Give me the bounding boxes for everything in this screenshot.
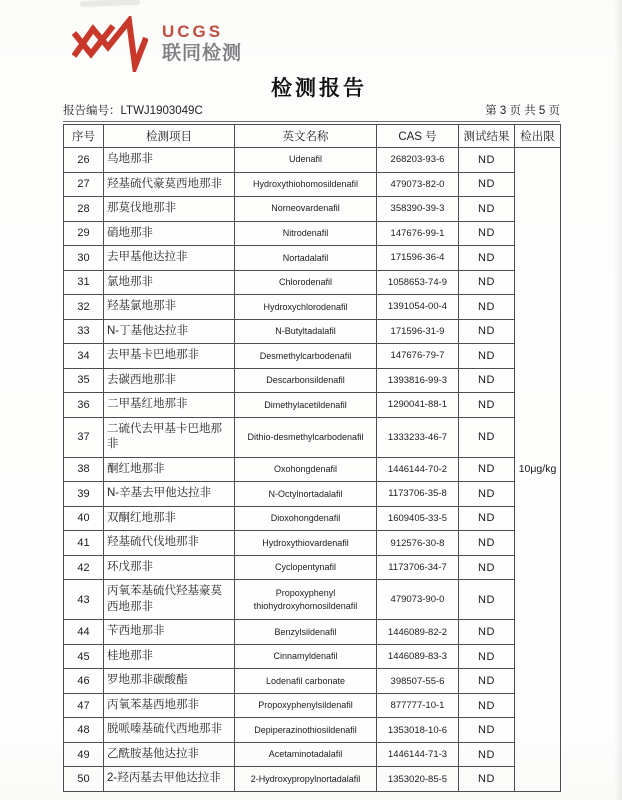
cell-cas: 1446144-71-3 xyxy=(377,742,459,767)
header-item-cn: 检测项目 xyxy=(104,125,235,148)
cell-item-en: Desmethylcarbodenafil xyxy=(235,344,377,369)
cell-item-cn: 那莫伐地那非 xyxy=(104,197,235,222)
header-detection-limit: 检出限 xyxy=(515,125,561,148)
cell-result: ND xyxy=(459,393,515,418)
cell-item-cn: N-丁基他达拉非 xyxy=(104,319,235,344)
cell-cas: 1173706-34-7 xyxy=(377,555,459,580)
cell-item-cn: 酮红地那非 xyxy=(104,457,235,482)
cell-item-en: Norneovardenafil xyxy=(235,197,377,222)
cell-cas: 268203-93-6 xyxy=(377,148,459,173)
cell-result: ND xyxy=(459,417,515,457)
cell-item-en: Lodenafil carbonate xyxy=(235,669,377,694)
cell-item-en: Propoxyphenyl thiohydroxyhomosildenafil xyxy=(235,580,377,620)
cell-item-en: Descarbonsildenafil xyxy=(235,368,377,393)
cell-item-en: Hydroxythiovardenafil xyxy=(235,531,377,556)
cell-cas: 479073-90-0 xyxy=(377,580,459,620)
table-row xyxy=(64,669,561,694)
cell-item-en: Dioxohongdenafil xyxy=(235,506,377,531)
cell-result: ND xyxy=(459,368,515,393)
cell-item-en: Hydroxychlorodenafil xyxy=(235,295,377,320)
table-row xyxy=(64,368,561,393)
cell-serial: 50 xyxy=(64,767,104,792)
cell-result: ND xyxy=(459,457,515,482)
cell-item-en: N-Octylnortadalafil xyxy=(235,482,377,507)
report-meta xyxy=(63,102,560,122)
cell-cas: 1609405-33-5 xyxy=(377,506,459,531)
cell-item-cn: 羟基氯地那非 xyxy=(104,295,235,320)
cell-item-cn: N-辛基去甲他达拉非 xyxy=(104,482,235,507)
cell-cas: 1353018-10-6 xyxy=(377,718,459,743)
table-row xyxy=(64,319,561,344)
cell-item-cn: 去碳西地那非 xyxy=(104,368,235,393)
cell-item-cn: 罗地那非碳酸酯 xyxy=(104,669,235,694)
cell-serial: 43 xyxy=(64,580,104,620)
cell-result: ND xyxy=(459,693,515,718)
table-row xyxy=(64,620,561,645)
cell-result: ND xyxy=(459,319,515,344)
cell-serial: 36 xyxy=(64,393,104,418)
cell-serial: 39 xyxy=(64,482,104,507)
cell-result: ND xyxy=(459,221,515,246)
table-row xyxy=(64,270,561,295)
cell-item-en: Nortadalafil xyxy=(235,246,377,271)
table-row xyxy=(64,197,561,222)
cell-cas: 1393816-99-3 xyxy=(377,368,459,393)
cell-result: ND xyxy=(459,148,515,173)
cell-item-en: Dithio-desmethylcarbodenafil xyxy=(235,417,377,457)
cell-item-en: Acetaminotadalafil xyxy=(235,742,377,767)
logo-text xyxy=(162,23,242,66)
cell-serial: 30 xyxy=(64,246,104,271)
cell-serial: 37 xyxy=(64,417,104,457)
cell-serial: 33 xyxy=(64,319,104,344)
table-row xyxy=(64,393,561,418)
cell-result: ND xyxy=(459,197,515,222)
cell-result: ND xyxy=(459,644,515,669)
table-row xyxy=(64,767,561,792)
cell-serial: 31 xyxy=(64,270,104,295)
page-indicator: 第 3 页 共 5 页 xyxy=(485,105,560,117)
report-title: 检测报告 xyxy=(271,77,367,100)
cell-cas: 1353020-85-5 xyxy=(377,767,459,792)
table-header-row xyxy=(64,125,561,148)
cell-result: ND xyxy=(459,669,515,694)
logo xyxy=(72,16,242,72)
cell-cas: 1446089-82-2 xyxy=(377,620,459,645)
cell-detection-limit: 10μg/kg xyxy=(515,148,561,792)
cell-cas: 147676-79-7 xyxy=(377,344,459,369)
scan-artifact xyxy=(80,0,140,7)
cell-cas: 171596-31-9 xyxy=(377,319,459,344)
cell-serial: 42 xyxy=(64,555,104,580)
scan-artifact xyxy=(614,0,622,800)
cell-item-cn: 乌地那非 xyxy=(104,148,235,173)
cell-serial: 44 xyxy=(64,620,104,645)
cell-result: ND xyxy=(459,344,515,369)
cell-result: ND xyxy=(459,620,515,645)
results-table xyxy=(63,124,561,792)
cell-serial: 28 xyxy=(64,197,104,222)
cell-item-cn: 羟基硫代豪莫西地那非 xyxy=(104,172,235,197)
cell-serial: 49 xyxy=(64,742,104,767)
cell-item-cn: 双酮红地那非 xyxy=(104,506,235,531)
table-row xyxy=(64,172,561,197)
table-row xyxy=(64,718,561,743)
table-row xyxy=(64,644,561,669)
cell-result: ND xyxy=(459,531,515,556)
cell-cas: 147676-99-1 xyxy=(377,221,459,246)
table-row xyxy=(64,742,561,767)
cell-result: ND xyxy=(459,482,515,507)
cell-item-cn: 羟基硫代伐地那非 xyxy=(104,531,235,556)
cell-serial: 40 xyxy=(64,506,104,531)
cell-result: ND xyxy=(459,742,515,767)
cell-item-cn: 丙氧苯基西地那非 xyxy=(104,693,235,718)
cell-item-en: Nitrodenafil xyxy=(235,221,377,246)
cell-item-en: Cyclopentynafil xyxy=(235,555,377,580)
report-number-label: 报告编号： xyxy=(63,105,121,117)
cell-item-cn: 2-羟丙基去甲他达拉非 xyxy=(104,767,235,792)
cell-cas: 358390-39-3 xyxy=(377,197,459,222)
cell-serial: 47 xyxy=(64,693,104,718)
cell-serial: 34 xyxy=(64,344,104,369)
cell-serial: 38 xyxy=(64,457,104,482)
cell-cas: 1446144-70-2 xyxy=(377,457,459,482)
header-result: 测试结果 xyxy=(459,125,515,148)
cell-item-cn: 去甲基他达拉非 xyxy=(104,246,235,271)
table-row xyxy=(64,555,561,580)
cell-result: ND xyxy=(459,172,515,197)
cell-cas: 171596-36-4 xyxy=(377,246,459,271)
cell-item-cn: 氯地那非 xyxy=(104,270,235,295)
table-row xyxy=(64,457,561,482)
brand-name-cn: 联同检测 xyxy=(162,43,243,65)
cell-serial: 46 xyxy=(64,669,104,694)
cell-item-en: Cinnamyldenafil xyxy=(235,644,377,669)
table-row xyxy=(64,221,561,246)
cell-item-en: Benzylsildenafil xyxy=(235,620,377,645)
cell-cas: 1058653-74-9 xyxy=(377,270,459,295)
cell-cas: 912576-30-8 xyxy=(377,531,459,556)
cell-item-en: Propoxyphenylsildenafil xyxy=(235,693,377,718)
cell-cas: 1173706-35-8 xyxy=(377,482,459,507)
cell-item-cn: 环戊那非 xyxy=(104,555,235,580)
cell-item-en: Udenafil xyxy=(235,148,377,173)
cell-serial: 32 xyxy=(64,295,104,320)
logo-zigzag-icon xyxy=(72,16,148,72)
cell-serial: 45 xyxy=(64,644,104,669)
cell-result: ND xyxy=(459,295,515,320)
cell-item-cn: 苄西地那非 xyxy=(104,620,235,645)
cell-item-cn: 丙氧苯基硫代羟基豪莫西地那非 xyxy=(104,580,235,620)
cell-cas: 1290041-88-1 xyxy=(377,393,459,418)
cell-cas: 1333233-46-7 xyxy=(377,417,459,457)
cell-item-cn: 二硫代去甲基卡巴地那非 xyxy=(104,417,235,457)
header-item-en: 英文名称 xyxy=(235,125,377,148)
cell-cas: 479073-82-0 xyxy=(377,172,459,197)
cell-item-en: Depiperazinothiosildenafil xyxy=(235,718,377,743)
cell-item-cn: 硝地那非 xyxy=(104,221,235,246)
cell-item-cn: 二甲基红地那非 xyxy=(104,393,235,418)
cell-item-cn: 脱哌嗪基硫代西地那非 xyxy=(104,718,235,743)
cell-item-en: Chlorodenafil xyxy=(235,270,377,295)
table-row xyxy=(64,344,561,369)
cell-item-cn: 乙酰胺基他达拉非 xyxy=(104,742,235,767)
cell-cas: 1446089-83-3 xyxy=(377,644,459,669)
cell-result: ND xyxy=(459,246,515,271)
cell-cas: 398507-55-6 xyxy=(377,669,459,694)
table-row xyxy=(64,693,561,718)
cell-result: ND xyxy=(459,718,515,743)
cell-serial: 35 xyxy=(64,368,104,393)
cell-result: ND xyxy=(459,506,515,531)
table-row xyxy=(64,148,561,173)
cell-item-cn: 桂地那非 xyxy=(104,644,235,669)
cell-serial: 27 xyxy=(64,172,104,197)
table-row xyxy=(64,506,561,531)
table-row xyxy=(64,531,561,556)
cell-item-en: Dimethylacetildenafil xyxy=(235,393,377,418)
cell-result: ND xyxy=(459,580,515,620)
cell-item-en: Hydroxythiohomosildenafil xyxy=(235,172,377,197)
header-cas: CAS 号 xyxy=(377,125,459,148)
cell-item-en: N-Butyltadalafil xyxy=(235,319,377,344)
cell-serial: 29 xyxy=(64,221,104,246)
header-serial: 序号 xyxy=(64,125,104,148)
report-number xyxy=(63,102,203,118)
cell-result: ND xyxy=(459,555,515,580)
table-row xyxy=(64,295,561,320)
cell-item-en: 2-Hydroxypropylnortadalafil xyxy=(235,767,377,792)
table-row xyxy=(64,417,561,457)
cell-result: ND xyxy=(459,767,515,792)
cell-item-cn: 去甲基卡巴地那非 xyxy=(104,344,235,369)
table-row xyxy=(64,580,561,620)
table-row xyxy=(64,246,561,271)
cell-cas: 1391054-00-4 xyxy=(377,295,459,320)
table-row xyxy=(64,482,561,507)
cell-serial: 41 xyxy=(64,531,104,556)
cell-result: ND xyxy=(459,270,515,295)
report-number-value: LTWJ1903049C xyxy=(120,105,203,117)
cell-serial: 26 xyxy=(64,148,104,173)
cell-item-en: Oxohongdenafil xyxy=(235,457,377,482)
brand-name-en: UCGS xyxy=(162,21,224,41)
cell-serial: 48 xyxy=(64,718,104,743)
cell-cas: 877777-10-1 xyxy=(377,693,459,718)
